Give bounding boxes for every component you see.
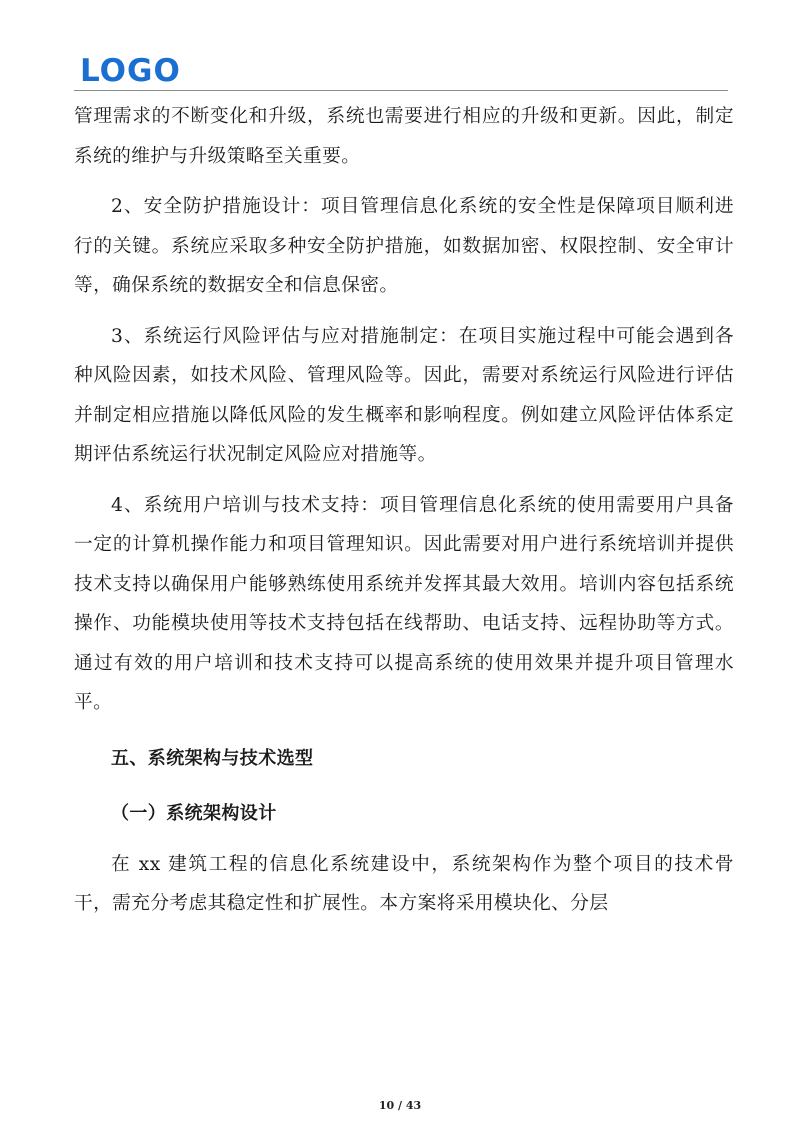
paragraph-user-training: 4、系统用户培训与技术支持：项目管理信息化系统的使用需要用户具备一定的计算机操作能力和项目管理知识。因此需要对用户进行系统培训并提供技术支持以确保用户能够熟练使用系统并发挥其最大效用。培训内容包括系统操作、功能模块使用等技术支持包括在线帮助、电话支持、远程协助等方式。通过有效的用户培训和技术支持可以提高系统的使用效果并提升项目管理水平。 [74,494,734,713]
paragraph-architecture-intro: 在 xx 建筑工程的信息化系统建设中，系统架构作为整个项目的技术骨干，需充分考虑其稳定性和扩展性。本方案将采用模块化、分层 [74,853,734,914]
page-number: 10 / 43 [378,1099,422,1112]
paragraph-continuation: 管理需求的不断变化和升级，系统也需要进行相应的升级和更新。因此，制定系统的维护与升级策略至关重要。 [74,106,734,167]
header-divider [74,90,728,91]
paragraph-risk-assessment: 3、系统运行风险评估与应对措施制定：在项目实施过程中可能会遇到各种风险因素，如技术风险、管理风险等。因此，需要对系统运行风险进行评估并制定相应措施以降低风险的发生概率和影响程度。例如建立风险评估体系定期评估系统运行状况制定风险应对措施等。 [74,325,734,465]
logo: LOGO [80,53,181,89]
paragraph-security-design: 2、安全防护措施设计：项目管理信息化系统的安全性是保障项目顺利进行的关键。系统应采取多种安全防护措施，如数据加密、权限控制、安全审计等，确保系统的数据安全和信息保密。 [74,196,734,296]
subsection-heading: （一）系统架构设计 [111,803,277,824]
document-body [74,97,734,924]
section-heading: 五、系统架构与技术选型 [111,747,314,769]
